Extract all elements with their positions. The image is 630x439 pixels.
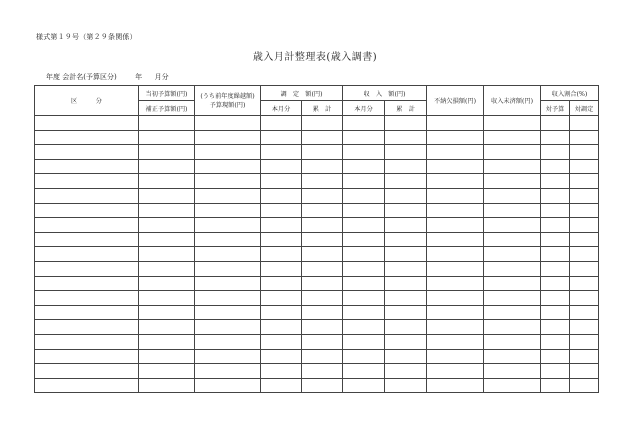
table-cell bbox=[343, 349, 385, 364]
table-cell bbox=[570, 203, 599, 218]
table-cell bbox=[261, 130, 302, 145]
table-cell bbox=[427, 116, 484, 131]
table-cell bbox=[570, 174, 599, 189]
table-cell bbox=[385, 130, 427, 145]
table-cell bbox=[385, 320, 427, 335]
table-cell bbox=[195, 188, 261, 203]
table-cell bbox=[343, 130, 385, 145]
table-cell bbox=[195, 276, 261, 291]
table-cell bbox=[484, 130, 541, 145]
table-cell bbox=[343, 364, 385, 379]
table-cell bbox=[261, 232, 302, 247]
table-cell bbox=[541, 203, 570, 218]
table-cell bbox=[484, 247, 541, 262]
table-cell bbox=[541, 232, 570, 247]
table-cell bbox=[484, 334, 541, 349]
table-cell bbox=[302, 116, 343, 131]
table-cell bbox=[261, 203, 302, 218]
table-cell bbox=[195, 159, 261, 174]
table-cell bbox=[261, 320, 302, 335]
table-cell bbox=[427, 349, 484, 364]
table-cell bbox=[385, 334, 427, 349]
table-row bbox=[35, 145, 599, 160]
table-cell bbox=[343, 174, 385, 189]
table-cell bbox=[570, 364, 599, 379]
table-cell bbox=[261, 276, 302, 291]
table-row bbox=[35, 349, 599, 364]
table-cell bbox=[570, 261, 599, 276]
table-cell bbox=[427, 159, 484, 174]
table-cell bbox=[570, 188, 599, 203]
table-row bbox=[35, 276, 599, 291]
table-cell bbox=[302, 145, 343, 160]
table-cell bbox=[541, 159, 570, 174]
table-cell bbox=[541, 364, 570, 379]
header-uncollected: 収入未済額(円) bbox=[484, 86, 541, 116]
table-cell bbox=[570, 334, 599, 349]
table-cell bbox=[139, 159, 195, 174]
table-row bbox=[35, 364, 599, 379]
table-cell bbox=[261, 378, 302, 393]
header-vs-assessed: 対調定 bbox=[570, 101, 599, 116]
table-cell bbox=[139, 378, 195, 393]
table-cell bbox=[261, 247, 302, 262]
table-cell bbox=[484, 291, 541, 306]
header-assessed-this-month: 本月分 bbox=[261, 101, 302, 116]
header-received-this-month: 本月分 bbox=[343, 101, 385, 116]
table-cell bbox=[261, 305, 302, 320]
table-row bbox=[35, 232, 599, 247]
table-cell bbox=[261, 159, 302, 174]
table-cell bbox=[195, 232, 261, 247]
table-cell bbox=[302, 334, 343, 349]
table-cell bbox=[302, 130, 343, 145]
table-cell bbox=[484, 174, 541, 189]
table-cell bbox=[302, 247, 343, 262]
table-cell bbox=[427, 232, 484, 247]
table-cell bbox=[195, 247, 261, 262]
table-cell bbox=[541, 276, 570, 291]
table-cell bbox=[541, 174, 570, 189]
table-cell bbox=[261, 261, 302, 276]
table-cell bbox=[570, 218, 599, 233]
table-cell bbox=[139, 232, 195, 247]
table-cell bbox=[427, 364, 484, 379]
table-cell bbox=[35, 247, 139, 262]
table-cell bbox=[484, 203, 541, 218]
table-cell bbox=[343, 320, 385, 335]
table-cell bbox=[484, 116, 541, 131]
table-row bbox=[35, 334, 599, 349]
table-cell bbox=[541, 305, 570, 320]
table-cell bbox=[139, 218, 195, 233]
header-supplementary-budget: 補正予算額(円) bbox=[139, 101, 195, 116]
table-cell bbox=[570, 291, 599, 306]
table-cell bbox=[35, 159, 139, 174]
table-cell bbox=[195, 320, 261, 335]
header-category: 区 分 bbox=[35, 86, 139, 116]
table-row bbox=[35, 174, 599, 189]
table-cell bbox=[385, 305, 427, 320]
table-cell bbox=[343, 276, 385, 291]
table-cell bbox=[139, 130, 195, 145]
table-cell bbox=[261, 349, 302, 364]
year-unit: 年 bbox=[135, 73, 143, 81]
table-cell bbox=[35, 261, 139, 276]
table-row bbox=[35, 320, 599, 335]
table-cell bbox=[385, 276, 427, 291]
table-cell bbox=[261, 364, 302, 379]
table-cell bbox=[139, 276, 195, 291]
header-assessed: 調 定 額(円) bbox=[261, 86, 343, 101]
table-cell bbox=[427, 334, 484, 349]
table-cell bbox=[302, 276, 343, 291]
table-cell bbox=[302, 203, 343, 218]
table-cell bbox=[484, 305, 541, 320]
header-vs-budget: 対予算 bbox=[541, 101, 570, 116]
table-cell bbox=[570, 232, 599, 247]
table-cell bbox=[139, 116, 195, 131]
table-row bbox=[35, 291, 599, 306]
table-cell bbox=[302, 218, 343, 233]
header-carryover: (うち前年度繰越額) bbox=[200, 92, 255, 100]
table-cell bbox=[343, 378, 385, 393]
table-cell bbox=[570, 378, 599, 393]
table-row bbox=[35, 261, 599, 276]
table-cell bbox=[35, 130, 139, 145]
table-cell bbox=[35, 364, 139, 379]
table-cell bbox=[385, 349, 427, 364]
table-cell bbox=[385, 218, 427, 233]
table-cell bbox=[302, 232, 343, 247]
table-cell bbox=[195, 203, 261, 218]
table-cell bbox=[35, 305, 139, 320]
table-cell bbox=[35, 276, 139, 291]
table-cell bbox=[385, 247, 427, 262]
table-cell bbox=[302, 305, 343, 320]
table-cell bbox=[570, 145, 599, 160]
table-cell bbox=[484, 261, 541, 276]
table-cell bbox=[261, 116, 302, 131]
table-cell bbox=[570, 276, 599, 291]
table-cell bbox=[261, 334, 302, 349]
table-cell bbox=[302, 349, 343, 364]
table-cell bbox=[427, 247, 484, 262]
table-cell bbox=[35, 188, 139, 203]
table-cell bbox=[427, 320, 484, 335]
table-cell bbox=[343, 334, 385, 349]
table-cell bbox=[427, 378, 484, 393]
table-cell bbox=[35, 145, 139, 160]
table-cell bbox=[139, 145, 195, 160]
table-row bbox=[35, 159, 599, 174]
header-received: 収 入 額(円) bbox=[343, 86, 427, 101]
table-cell bbox=[570, 116, 599, 131]
table-row bbox=[35, 378, 599, 393]
table-cell bbox=[261, 145, 302, 160]
table-cell bbox=[541, 145, 570, 160]
table-cell bbox=[484, 188, 541, 203]
table-cell bbox=[541, 130, 570, 145]
table-cell bbox=[139, 203, 195, 218]
table-cell bbox=[139, 334, 195, 349]
table-cell bbox=[35, 232, 139, 247]
table-cell bbox=[261, 291, 302, 306]
table-cell bbox=[484, 159, 541, 174]
table-cell bbox=[385, 159, 427, 174]
table-cell bbox=[484, 232, 541, 247]
header-initial-budget: 当初予算額(円) bbox=[139, 86, 195, 101]
table-cell bbox=[570, 159, 599, 174]
table-cell bbox=[570, 320, 599, 335]
table-cell bbox=[139, 305, 195, 320]
table-cell bbox=[195, 349, 261, 364]
header-assessed-cumulative: 累 計 bbox=[302, 101, 343, 116]
table-cell bbox=[541, 116, 570, 131]
table-cell bbox=[427, 145, 484, 160]
table-cell bbox=[195, 116, 261, 131]
table-cell bbox=[343, 159, 385, 174]
table-cell bbox=[302, 291, 343, 306]
table-cell bbox=[139, 261, 195, 276]
header-budget-current: 予算現額(円) bbox=[209, 101, 246, 109]
table-cell bbox=[302, 261, 343, 276]
form-number: 様式第１９号（第２９条関係） bbox=[36, 33, 137, 41]
table-cell bbox=[302, 174, 343, 189]
table-cell bbox=[195, 130, 261, 145]
table-cell bbox=[261, 218, 302, 233]
table-cell bbox=[570, 305, 599, 320]
table-cell bbox=[484, 320, 541, 335]
table-cell bbox=[195, 305, 261, 320]
table-cell bbox=[427, 130, 484, 145]
table-cell bbox=[261, 174, 302, 189]
table-cell bbox=[195, 364, 261, 379]
table-cell bbox=[385, 378, 427, 393]
table-cell bbox=[427, 276, 484, 291]
table-cell bbox=[139, 320, 195, 335]
table-cell bbox=[427, 218, 484, 233]
table-cell bbox=[541, 218, 570, 233]
table-cell bbox=[343, 116, 385, 131]
table-cell bbox=[541, 320, 570, 335]
table-cell bbox=[302, 364, 343, 379]
table-cell bbox=[541, 247, 570, 262]
table-cell bbox=[302, 159, 343, 174]
form-title: 歳入月計整理表(歳入調書) bbox=[252, 52, 378, 63]
table-cell bbox=[570, 130, 599, 145]
table-cell bbox=[139, 364, 195, 379]
table-cell bbox=[302, 188, 343, 203]
table-cell bbox=[195, 174, 261, 189]
table-cell bbox=[541, 349, 570, 364]
table-cell bbox=[302, 378, 343, 393]
table-cell bbox=[541, 334, 570, 349]
table-cell bbox=[195, 291, 261, 306]
table-cell bbox=[385, 188, 427, 203]
table-cell bbox=[385, 203, 427, 218]
table-cell bbox=[195, 261, 261, 276]
table-cell bbox=[35, 320, 139, 335]
table-cell bbox=[343, 203, 385, 218]
table-cell bbox=[139, 349, 195, 364]
table-cell bbox=[139, 247, 195, 262]
table-row bbox=[35, 203, 599, 218]
header-received-cumulative: 累 計 bbox=[385, 101, 427, 116]
meta-line bbox=[46, 72, 169, 82]
table-cell bbox=[484, 378, 541, 393]
table-cell bbox=[195, 145, 261, 160]
table-cell bbox=[484, 145, 541, 160]
table-cell bbox=[343, 305, 385, 320]
table-cell bbox=[139, 188, 195, 203]
table-cell bbox=[385, 116, 427, 131]
table-cell bbox=[195, 334, 261, 349]
table-cell bbox=[427, 291, 484, 306]
table-row bbox=[35, 305, 599, 320]
table-cell bbox=[35, 116, 139, 131]
table-row bbox=[35, 130, 599, 145]
table-cell bbox=[484, 349, 541, 364]
account-label: 会計名(予算区分) bbox=[62, 73, 117, 81]
table-cell bbox=[541, 378, 570, 393]
table-cell bbox=[541, 188, 570, 203]
table-cell bbox=[385, 145, 427, 160]
table-cell bbox=[261, 188, 302, 203]
table-cell bbox=[35, 291, 139, 306]
table-cell bbox=[343, 261, 385, 276]
table-cell bbox=[570, 247, 599, 262]
table-cell bbox=[541, 291, 570, 306]
table-cell bbox=[484, 364, 541, 379]
table-cell bbox=[385, 291, 427, 306]
header-deficit: 不納欠損額(円) bbox=[427, 86, 484, 116]
table-cell bbox=[343, 188, 385, 203]
table-cell bbox=[195, 218, 261, 233]
table-row bbox=[35, 116, 599, 131]
year-label: 年度 bbox=[46, 73, 60, 81]
table-cell bbox=[427, 174, 484, 189]
table-cell bbox=[35, 349, 139, 364]
table-cell bbox=[385, 174, 427, 189]
table-cell bbox=[570, 349, 599, 364]
table-cell bbox=[385, 232, 427, 247]
table-cell bbox=[427, 188, 484, 203]
table-cell bbox=[195, 378, 261, 393]
table-cell bbox=[427, 203, 484, 218]
table-cell bbox=[139, 174, 195, 189]
table-row bbox=[35, 188, 599, 203]
table-row bbox=[35, 218, 599, 233]
table-cell bbox=[35, 218, 139, 233]
month-unit: 月分 bbox=[154, 73, 169, 81]
table-cell bbox=[139, 291, 195, 306]
table-row bbox=[35, 247, 599, 262]
table-cell bbox=[343, 145, 385, 160]
table-cell bbox=[343, 247, 385, 262]
table-cell bbox=[484, 218, 541, 233]
table-cell bbox=[427, 305, 484, 320]
header-current-budget bbox=[195, 86, 261, 116]
table-cell bbox=[385, 261, 427, 276]
table-cell bbox=[35, 203, 139, 218]
table-cell bbox=[302, 320, 343, 335]
header-ratio: 収入割合(%) bbox=[541, 86, 599, 101]
table-cell bbox=[343, 218, 385, 233]
table-cell bbox=[541, 261, 570, 276]
table-cell bbox=[385, 364, 427, 379]
table-cell bbox=[484, 276, 541, 291]
table-cell bbox=[35, 334, 139, 349]
table-cell bbox=[427, 261, 484, 276]
table-cell bbox=[343, 232, 385, 247]
ledger-table bbox=[34, 85, 599, 393]
table-cell bbox=[35, 378, 139, 393]
table-cell bbox=[343, 291, 385, 306]
header-row-top bbox=[35, 86, 599, 101]
table-cell bbox=[35, 174, 139, 189]
